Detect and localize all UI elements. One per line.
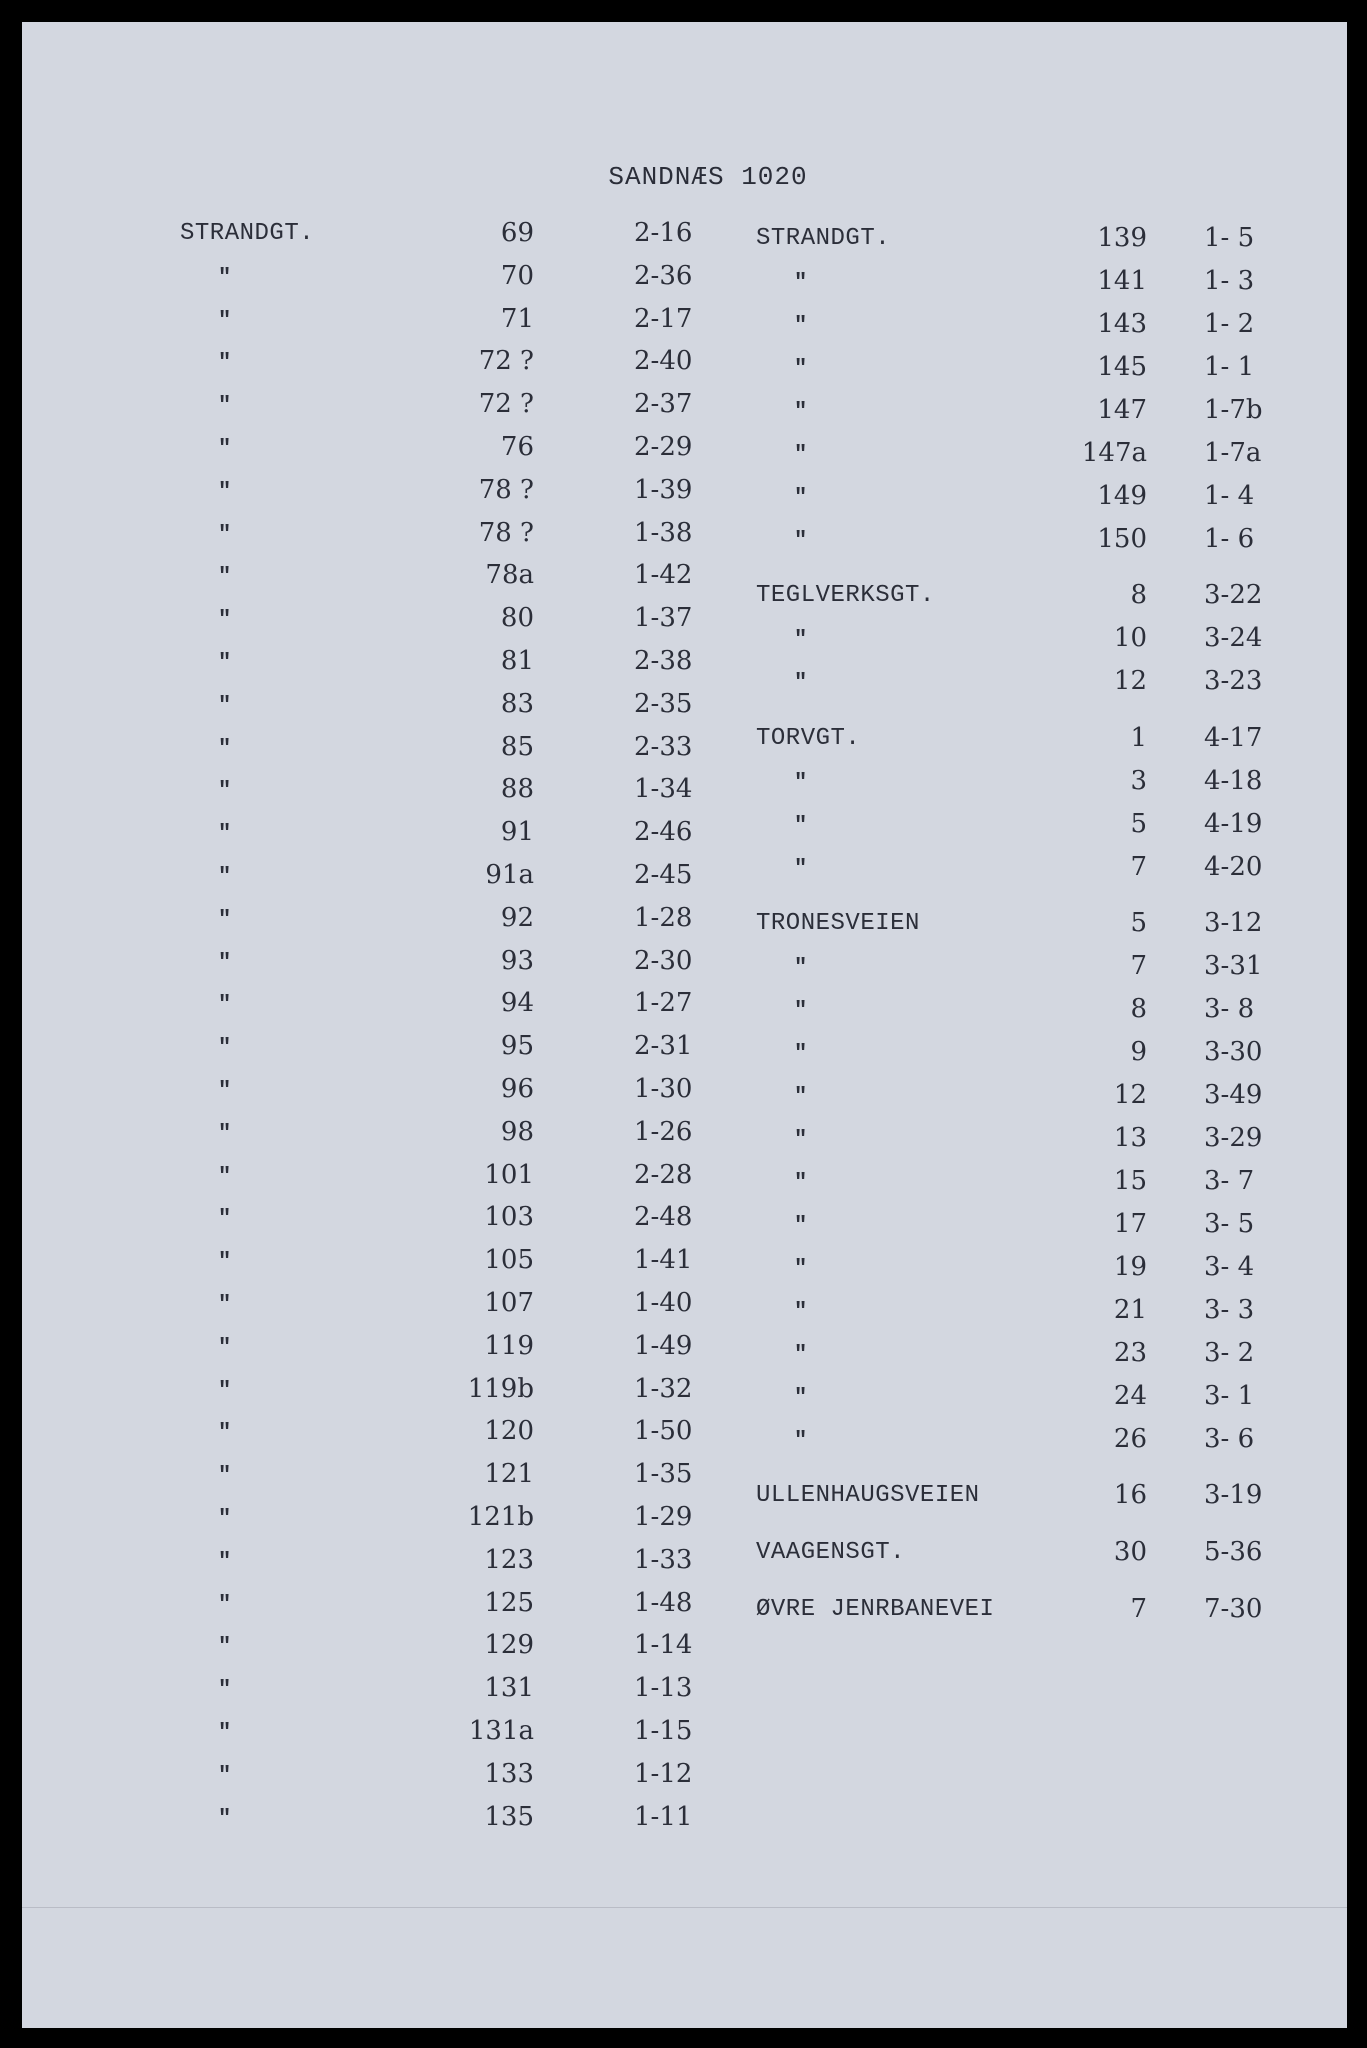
ditto-mark: " (218, 1420, 232, 1446)
reference-code: 2-48 (634, 1202, 693, 1233)
house-number: 125 (484, 1587, 534, 1618)
ditto-mark: " (218, 1463, 232, 1489)
reference-code: 2-38 (634, 646, 693, 676)
reference-code: 2-36 (634, 260, 693, 291)
ditto-mark: " (794, 399, 808, 424)
ditto-mark: " (218, 906, 232, 932)
house-number: 147a (1081, 438, 1147, 468)
reference-code: 1-40 (634, 1288, 693, 1318)
ditto-mark: " (794, 1170, 808, 1195)
reference-code: 1-14 (634, 1630, 693, 1661)
reference-code: 1-29 (634, 1502, 693, 1532)
house-number: 141 (1097, 266, 1147, 296)
reference-code: 5-36 (1204, 1537, 1263, 1567)
house-number: 10 (1113, 623, 1147, 653)
ditto-mark: " (218, 692, 232, 718)
document-page (22, 22, 1347, 2028)
reference-code: 1-48 (634, 1587, 693, 1618)
house-number: 72 ? (478, 346, 534, 377)
house-number: 9 (1130, 1037, 1147, 1067)
ditto-mark: " (218, 1206, 232, 1232)
ditto-mark: " (218, 1720, 232, 1745)
house-number: 129 (484, 1630, 534, 1661)
reference-code: 1- 6 (1204, 524, 1255, 554)
house-number: 119 (484, 1330, 534, 1361)
house-number: 23 (1113, 1338, 1147, 1368)
reference-code: 1- 5 (1204, 223, 1255, 253)
page-title: SANDNÆS 1020 (608, 162, 808, 192)
house-number: 76 (500, 432, 534, 462)
reference-code: 1-27 (634, 988, 693, 1019)
street-name: STRANDGT. (756, 225, 891, 252)
ditto-mark: " (218, 1163, 232, 1189)
house-number: 119b (467, 1373, 534, 1404)
reference-code: 1-11 (634, 1801, 693, 1832)
reference-code: 3- 2 (1204, 1338, 1255, 1368)
reference-code: 1-50 (634, 1416, 693, 1447)
reference-code: 1-26 (634, 1116, 693, 1147)
ditto-mark: " (218, 1292, 232, 1317)
house-number: 121 (484, 1459, 534, 1490)
reference-code: 2-40 (634, 346, 693, 377)
ditto-mark: " (794, 770, 808, 795)
house-number: 12 (1113, 666, 1147, 696)
street-name: ULLENHAUGSVEIEN (756, 1482, 980, 1509)
house-number: 101 (484, 1159, 534, 1190)
house-number: 92 (500, 902, 534, 933)
house-number: 78 ? (478, 517, 534, 548)
reference-code: 2-28 (634, 1159, 693, 1190)
house-number: 78 ? (478, 474, 534, 505)
house-number: 105 (484, 1245, 534, 1276)
house-number: 5 (1130, 908, 1147, 938)
house-number: 21 (1113, 1295, 1147, 1325)
ditto-mark: " (218, 264, 232, 290)
reference-code: 3-31 (1204, 951, 1263, 981)
ditto-mark: " (218, 307, 232, 333)
ditto-mark: " (794, 1428, 808, 1453)
house-number: 7 (1130, 951, 1147, 981)
reference-code: 1-13 (634, 1673, 693, 1704)
reference-code: 3-24 (1204, 623, 1263, 653)
house-number: 139 (1097, 223, 1147, 253)
house-number: 88 (500, 774, 534, 805)
ditto-mark: " (794, 1256, 808, 1281)
ditto-mark: " (218, 521, 232, 547)
divider-line (22, 1907, 1347, 1908)
reference-code: 2-16 (634, 218, 693, 248)
house-number: 30 (1113, 1537, 1147, 1567)
reference-code: 1-42 (634, 560, 693, 591)
reference-code: 1- 4 (1204, 481, 1255, 511)
house-number: 8 (1130, 994, 1147, 1024)
reference-code: 2-29 (634, 432, 693, 462)
reference-code: 7-30 (1204, 1594, 1263, 1624)
ditto-mark: " (794, 1084, 808, 1109)
ditto-mark: " (218, 393, 232, 419)
house-number: 145 (1097, 352, 1147, 382)
ditto-mark: " (794, 1299, 808, 1324)
reference-code: 3-49 (1204, 1080, 1263, 1110)
house-number: 94 (500, 988, 534, 1019)
reference-code: 2-37 (634, 389, 693, 420)
ditto-mark: " (794, 670, 808, 695)
ditto-mark: " (794, 813, 808, 838)
ditto-mark: " (794, 856, 808, 881)
reference-code: 4-19 (1204, 809, 1263, 839)
ditto-mark: " (218, 564, 232, 590)
reference-code: 3-22 (1204, 580, 1263, 610)
reference-code: 4-17 (1204, 723, 1263, 753)
reference-code: 3-30 (1204, 1037, 1263, 1067)
ditto-mark: " (218, 1548, 232, 1574)
house-number: 123 (484, 1544, 534, 1575)
ditto-mark: " (794, 1385, 808, 1410)
ditto-mark: " (794, 313, 808, 338)
reference-code: 1-32 (634, 1373, 693, 1404)
reference-code: 1-49 (634, 1330, 693, 1361)
ditto-mark: " (218, 1120, 232, 1146)
reference-code: 1-37 (634, 603, 693, 634)
house-number: 16 (1113, 1480, 1147, 1510)
ditto-mark: " (794, 485, 808, 510)
house-number: 13 (1113, 1123, 1147, 1153)
reference-code: 3- 6 (1204, 1424, 1255, 1454)
reference-code: 1-15 (634, 1716, 693, 1746)
ditto-mark: " (218, 1805, 232, 1831)
reference-code: 3-23 (1204, 666, 1263, 696)
reference-code: 1-39 (634, 474, 693, 505)
house-number: 8 (1130, 580, 1147, 610)
house-number: 131 (484, 1673, 534, 1704)
ditto-mark: " (218, 436, 232, 461)
ditto-mark: " (794, 955, 808, 980)
reference-code: 2-17 (634, 303, 693, 334)
house-number: 91 (500, 817, 534, 848)
house-number: 71 (500, 303, 534, 334)
ditto-mark: " (794, 1342, 808, 1367)
ditto-mark: " (794, 442, 808, 467)
reference-code: 1- 1 (1204, 352, 1255, 382)
house-number: 83 (500, 688, 534, 719)
reference-code: 2-33 (634, 731, 693, 762)
house-number: 120 (484, 1416, 534, 1447)
house-number: 95 (500, 1031, 534, 1062)
reference-code: 1-12 (634, 1758, 693, 1789)
ditto-mark: " (794, 270, 808, 295)
house-number: 150 (1097, 524, 1147, 554)
house-number: 1 (1130, 723, 1147, 753)
house-number: 70 (500, 260, 534, 291)
reference-code: 1-30 (634, 1074, 693, 1104)
ditto-mark: " (218, 1078, 232, 1103)
ditto-mark: " (794, 998, 808, 1023)
reference-code: 1-38 (634, 517, 693, 548)
reference-code: 1-34 (634, 774, 693, 805)
ditto-mark: " (218, 1334, 232, 1360)
house-number: 131a (468, 1716, 534, 1746)
ditto-mark: " (794, 356, 808, 381)
reference-code: 2-31 (634, 1031, 693, 1062)
house-number: 107 (484, 1288, 534, 1318)
reference-code: 3-12 (1204, 908, 1263, 938)
house-number: 72 ? (478, 389, 534, 420)
reference-code: 1- 3 (1204, 266, 1255, 296)
house-number: 93 (500, 945, 534, 976)
house-number: 26 (1113, 1424, 1147, 1454)
ditto-mark: " (218, 607, 232, 633)
ditto-mark: " (218, 864, 232, 889)
reference-code: 1-35 (634, 1459, 693, 1490)
house-number: 7 (1130, 852, 1147, 882)
reference-code: 2-30 (634, 945, 693, 976)
ditto-mark: " (218, 478, 232, 504)
ditto-mark: " (218, 778, 232, 804)
ditto-mark: " (218, 735, 232, 761)
reference-code: 3- 4 (1204, 1252, 1255, 1282)
house-number: 80 (500, 603, 534, 634)
ditto-mark: " (218, 1506, 232, 1531)
ditto-mark: " (218, 1035, 232, 1061)
house-number: 15 (1113, 1166, 1147, 1196)
reference-code: 4-20 (1204, 852, 1263, 882)
reference-code: 1-7b (1204, 395, 1263, 425)
ditto-mark: " (218, 992, 232, 1018)
ditto-mark: " (794, 528, 808, 553)
ditto-mark: " (218, 1591, 232, 1617)
ditto-mark: " (218, 1634, 232, 1660)
house-number: 121b (467, 1502, 534, 1532)
ditto-mark: " (794, 1041, 808, 1066)
street-name: TRONESVEIEN (756, 910, 920, 937)
ditto-mark: " (218, 350, 232, 376)
ditto-mark: " (218, 1677, 232, 1703)
reference-code: 4-18 (1204, 766, 1263, 796)
house-number: 78a (485, 560, 534, 591)
reference-code: 2-35 (634, 688, 693, 719)
reference-code: 1-28 (634, 902, 693, 933)
house-number: 135 (484, 1801, 534, 1832)
reference-code: 3- 5 (1204, 1209, 1255, 1239)
house-number: 24 (1113, 1381, 1147, 1411)
street-name: STRANDGT. (180, 220, 315, 247)
house-number: 12 (1113, 1080, 1147, 1110)
reference-code: 3- 3 (1204, 1295, 1255, 1325)
reference-code: 1-7a (1204, 438, 1262, 468)
ditto-mark: " (794, 1213, 808, 1238)
ditto-mark: " (218, 1762, 232, 1788)
street-name: ØVRE JENRBANEVEI (756, 1596, 995, 1623)
house-number: 91a (485, 860, 534, 890)
reference-code: 2-46 (634, 817, 693, 848)
reference-code: 3- 7 (1204, 1166, 1255, 1196)
ditto-mark: " (218, 1249, 232, 1275)
house-number: 85 (500, 731, 534, 762)
reference-code: 3-19 (1204, 1480, 1263, 1510)
house-number: 133 (484, 1758, 534, 1789)
reference-code: 1- 2 (1204, 309, 1255, 339)
house-number: 69 (500, 218, 534, 248)
house-number: 7 (1130, 1594, 1147, 1624)
house-number: 149 (1097, 481, 1147, 511)
ditto-mark: " (794, 1127, 808, 1152)
house-number: 5 (1130, 809, 1147, 839)
reference-code: 3-29 (1204, 1123, 1263, 1153)
ditto-mark: " (218, 1377, 232, 1403)
ditto-mark: " (218, 949, 232, 975)
ditto-mark: " (794, 627, 808, 652)
house-number: 98 (500, 1116, 534, 1147)
house-number: 103 (484, 1202, 534, 1233)
reference-code: 1-33 (634, 1544, 693, 1575)
house-number: 19 (1113, 1252, 1147, 1282)
house-number: 147 (1097, 395, 1147, 425)
house-number: 96 (500, 1074, 534, 1104)
ditto-mark: " (218, 821, 232, 847)
reference-code: 3- 8 (1204, 994, 1255, 1024)
reference-code: 2-45 (634, 860, 693, 890)
reference-code: 1-41 (634, 1245, 693, 1276)
house-number: 143 (1097, 309, 1147, 339)
house-number: 81 (500, 646, 534, 676)
street-name: TORVGT. (756, 725, 861, 752)
ditto-mark: " (218, 650, 232, 675)
street-name: TEGLVERKSGT. (756, 582, 935, 609)
reference-code: 3- 1 (1204, 1381, 1255, 1411)
house-number: 17 (1113, 1209, 1147, 1239)
street-name: VAAGENSGT. (756, 1539, 906, 1566)
house-number: 3 (1130, 766, 1147, 796)
